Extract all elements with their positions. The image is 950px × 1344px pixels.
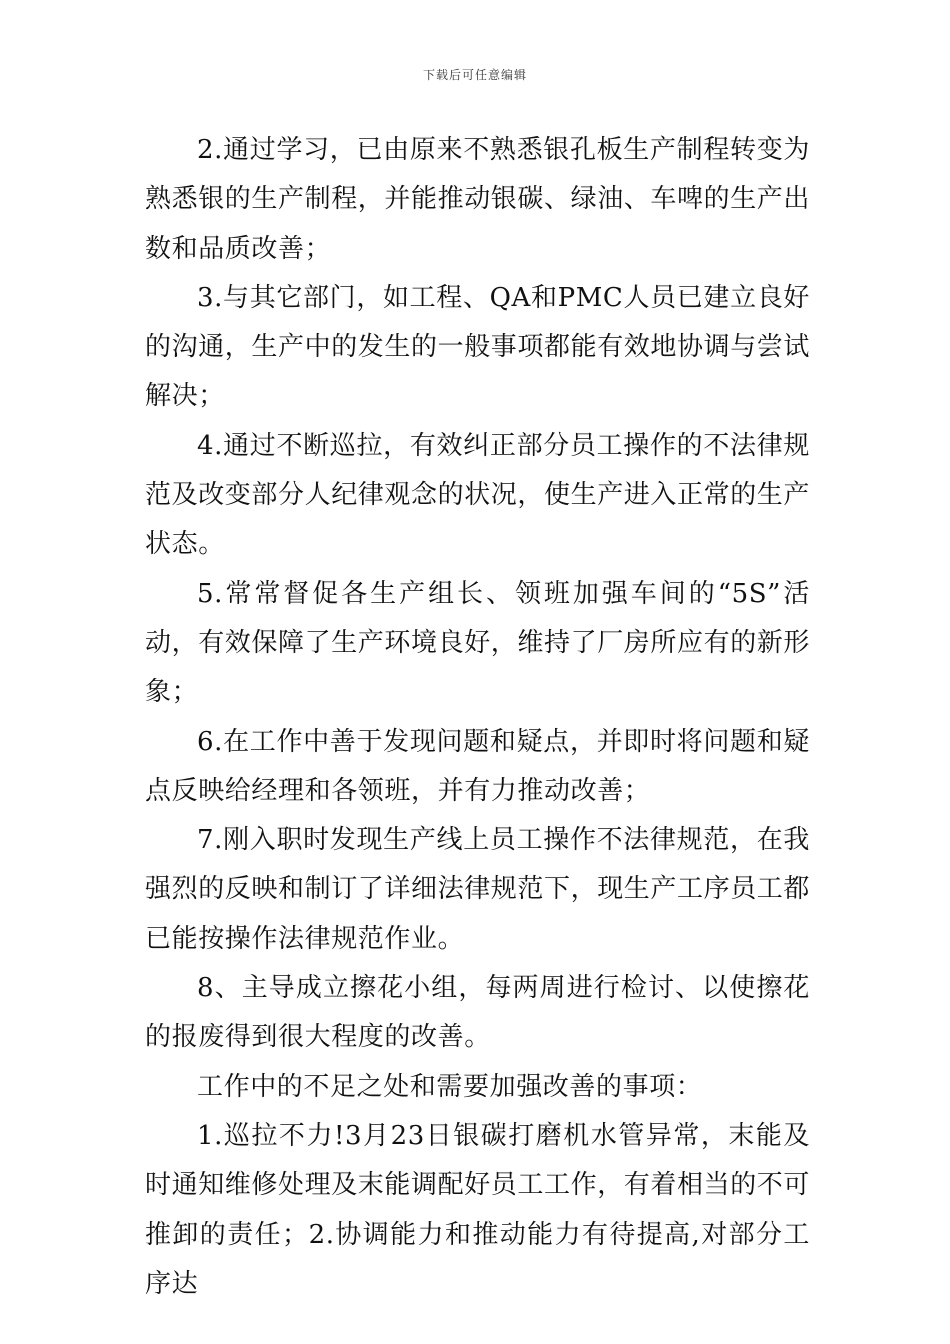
paragraph-item-8: 8、主导成立擦花小组，每两周进行检讨、以使擦花的报废得到很大程度的改善。 [145,973,810,1053]
shortcomings-heading: 工作中的不足之处和需要加强改善的事项： [197,1071,703,1102]
paragraph-item-2: 2.通过学习，已由原来不熟悉银孔板生产制程转变为熟悉银的生产制程，并能推动银碳、绿油、车啤的生产出数和品质改善； [145,135,811,264]
header-note: 下载后可任意编辑 [422,68,527,82]
document-body [145,126,810,1309]
paragraph-item-3: 3.与其它部门，如工程、QA和PMC人员已建立良好的沟通，生产中的发生的一般事项都能有效地协调与尝试解决； [145,282,811,412]
paragraph-item-7: 7.刚入职时发现生产线上员工操作不法律规范，在我强烈的反映和制订了详细法律规范下，现生产工序员工都已能按操作法律规范作业。 [145,825,811,954]
paragraph-item-6: 6.在工作中善于发现问题和疑点，并即时将问题和疑点反映给经理和各领班，并有力推动改善； [145,726,810,806]
paragraph-item-4: 4.通过不断巡拉，有效纠正部分员工操作的不法律规范及改变部分人纪律观念的状况，使生产进入正常的生产状态。 [145,430,811,560]
shortcomings-item-1: 1.巡拉不力!3月23日银碳打磨机水管异常，末能及时通知维修处理及末能调配好员工工作，有着相当的不可推卸的责任；2.协调能力和推动能力有待提高,对部分工序达 [145,1120,811,1299]
paragraph-item-5: 5.常常督促各生产组长、领班加强车间的“5S”活动，有效保障了生产环境良好，维持了厂房所应有的新形象； [145,578,811,708]
